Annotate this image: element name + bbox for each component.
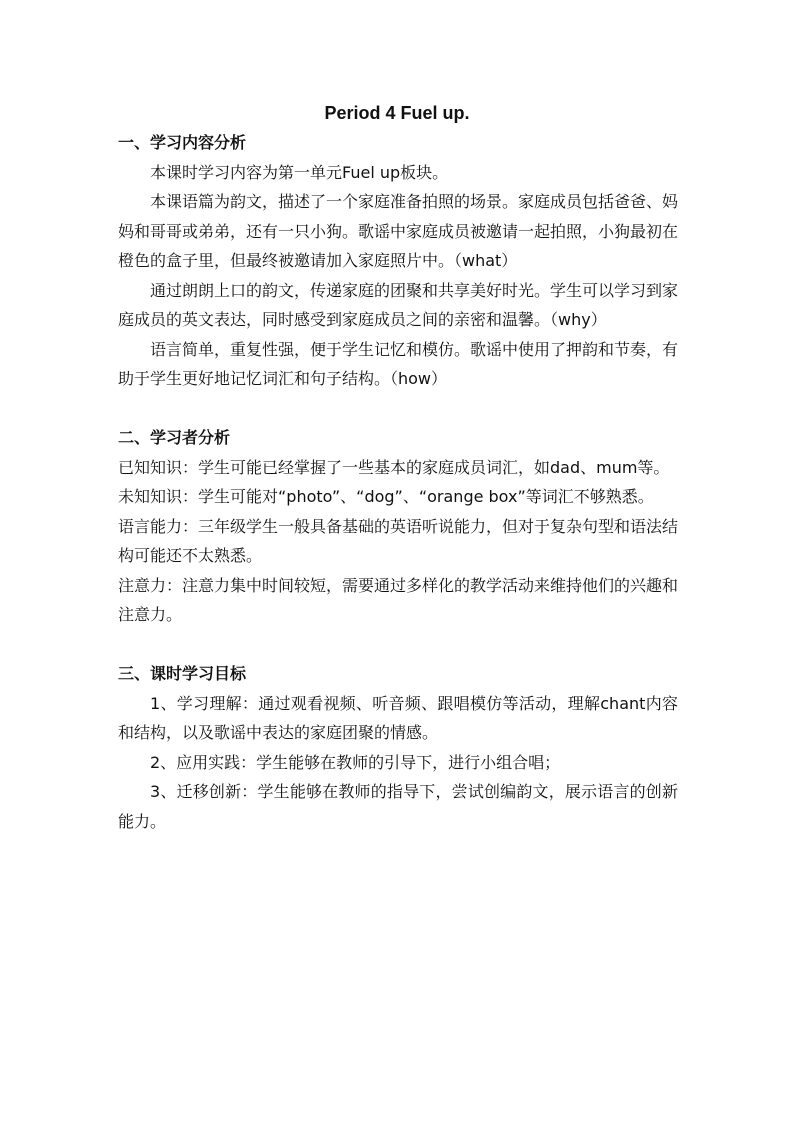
paragraph: 已知知识：学生可能已经掌握了一些基本的家庭成员词汇，如dad、mum等。 (118, 457, 670, 477)
paragraph: 注意力：注意力集中时间较短，需要通过多样化的教学活动来维持他们的兴趣和注意力。 (118, 575, 679, 624)
section-heading: 二、学习者分析 (118, 428, 231, 447)
section-spacer (118, 394, 678, 424)
section-learning-objectives (118, 659, 678, 836)
paragraph: 通过朗朗上口的韵文，传递家庭的团聚和共享美好时光。学生可以学习到家庭成员的英文表达，同时感受到家庭成员之间的亲密和温馨。（why） (118, 280, 679, 329)
objective-item: 3、迁移创新：学生能够在教师的指导下，尝试创编韵文，展示语言的创新能力。 (118, 782, 678, 831)
objective-item: 1、学习理解：通过观看视频、听音频、跟唱模仿等活动，理解chant内容和结构，以及歌谣中表达的家庭团聚的情感。 (118, 693, 678, 742)
section-content-analysis (118, 128, 678, 394)
paragraph: 本课语篇为韵文，描述了一个家庭准备拍照的场景。家庭成员包括爸爸、妈妈和哥哥或弟弟，还有一只小狗。歌谣中家庭成员被邀请一起拍照，小狗最初在橙色的盒子里，但最终被邀请加入家庭照片中。（what） (118, 192, 679, 270)
section-learner-analysis (118, 423, 678, 630)
paragraph: 语言简单，重复性强，便于学生记忆和模仿。歌谣中使用了押韵和节奏，有助于学生更好地记忆词汇和句子结构。（how） (118, 339, 679, 388)
objective-item: 2、应用实践：学生能够在教师的引导下，进行小组合唱； (150, 752, 561, 772)
section-heading: 三、课时学习目标 (118, 664, 247, 683)
paragraph: 本课时学习内容为第一单元Fuel up板块。 (150, 162, 449, 182)
section-spacer (118, 630, 678, 660)
document-body (118, 128, 678, 836)
section-heading: 一、学习内容分析 (118, 133, 247, 152)
paragraph: 语言能力：三年级学生一般具备基础的英语听说能力，但对于复杂句型和语法结构可能还不太熟悉。 (118, 516, 679, 565)
paragraph: 未知知识：学生可能对“photo”、“dog”、“orange box”等词汇不够熟悉。 (118, 487, 654, 506)
document-title: Period 4 Fuel up. (324, 103, 470, 123)
